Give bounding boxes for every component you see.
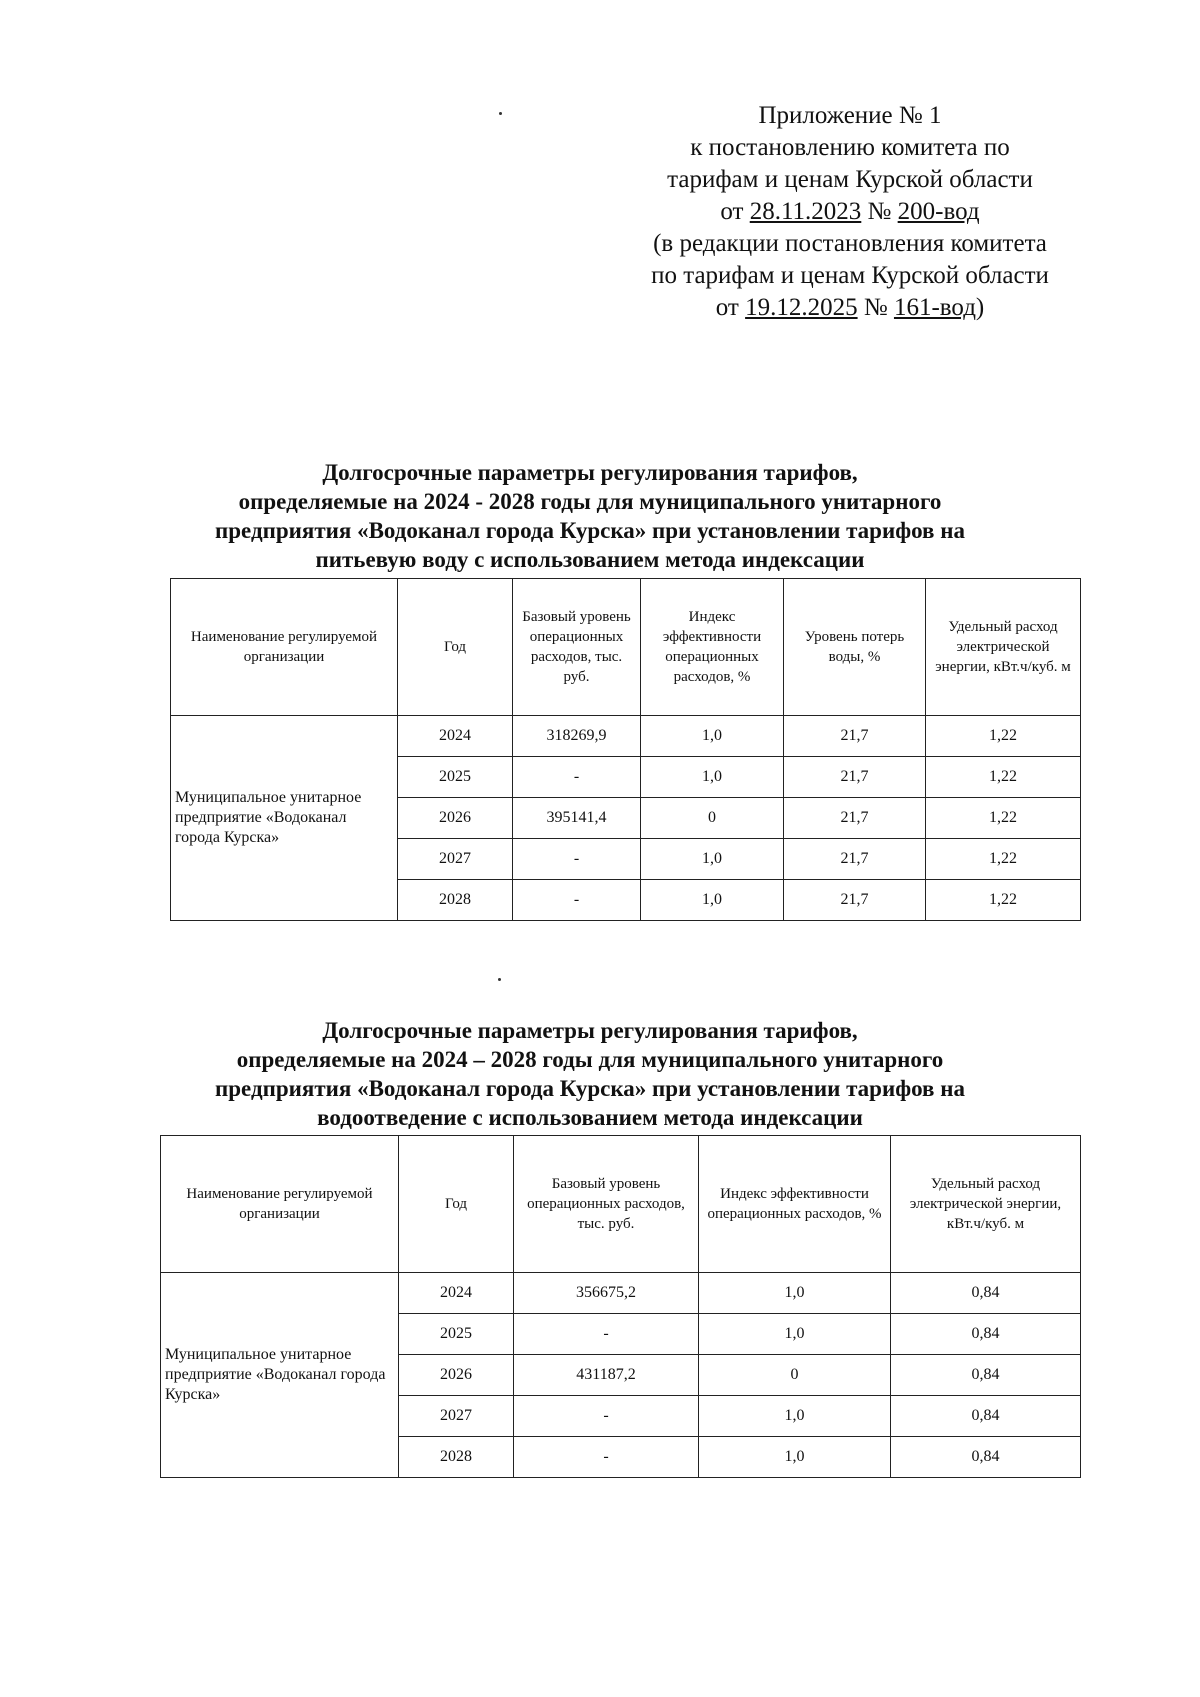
year-cell: 2026 bbox=[398, 798, 513, 839]
appendix-title: Приложение № 1 bbox=[758, 102, 942, 129]
section2-heading bbox=[120, 1016, 1060, 1132]
appendix-line-7-prefix: от bbox=[715, 294, 746, 321]
revision-date: 19.12.2025 bbox=[745, 294, 858, 321]
appendix-line-6: по тарифам и ценам Курской области bbox=[651, 262, 1049, 289]
efficiency-index-cell: 1,0 bbox=[699, 1273, 891, 1314]
efficiency-index-cell: 1,0 bbox=[641, 757, 784, 798]
energy-consumption-cell: 1,22 bbox=[926, 880, 1081, 921]
drinking-water-table bbox=[170, 578, 1081, 921]
appendix-line-7-mid: № bbox=[857, 294, 894, 321]
base-opex-cell: - bbox=[513, 839, 641, 880]
energy-consumption-cell: 1,22 bbox=[926, 839, 1081, 880]
water-loss-cell: 21,7 bbox=[784, 757, 926, 798]
section1-heading-line: предприятия «Водоканал города Курска» при установлении тарифов на bbox=[215, 518, 965, 543]
header-energy-consumption: Удельный расход электрической энергии, кВт.ч/куб. м bbox=[926, 579, 1081, 716]
efficiency-index-cell: 1,0 bbox=[699, 1314, 891, 1355]
base-opex-cell: - bbox=[513, 880, 641, 921]
header-energy-consumption: Удельный расход электрической энергии, кВт.ч/куб. м bbox=[891, 1136, 1081, 1273]
organization-name: Муниципальное унитарное предприятие «Водоканал города Курска» bbox=[161, 1273, 399, 1478]
section2-heading-line: определяемые на 2024 – 2028 годы для муниципального унитарного bbox=[236, 1047, 944, 1072]
energy-consumption-cell: 0,84 bbox=[891, 1396, 1081, 1437]
energy-consumption-cell: 1,22 bbox=[926, 757, 1081, 798]
energy-consumption-cell: 0,84 bbox=[891, 1437, 1081, 1478]
appendix-line-5: (в редакции постановления комитета bbox=[653, 230, 1047, 257]
year-cell: 2028 bbox=[399, 1437, 514, 1478]
table-row bbox=[161, 1273, 1081, 1314]
header-base-opex: Базовый уровень операционных расходов, тыс. руб. bbox=[513, 579, 641, 716]
header-year: Год bbox=[398, 579, 513, 716]
base-opex-cell: - bbox=[513, 757, 641, 798]
efficiency-index-cell: 1,0 bbox=[641, 716, 784, 757]
efficiency-index-cell: 1,0 bbox=[699, 1437, 891, 1478]
year-cell: 2028 bbox=[398, 880, 513, 921]
scan-speck bbox=[499, 112, 502, 115]
base-opex-cell: - bbox=[514, 1314, 699, 1355]
efficiency-index-cell: 1,0 bbox=[641, 880, 784, 921]
appendix-line-7-suffix: ) bbox=[975, 294, 985, 321]
section1-heading bbox=[120, 458, 1060, 574]
efficiency-index-cell: 1,0 bbox=[641, 839, 784, 880]
section2-heading-line: водоотведение с использованием метода индексации bbox=[317, 1105, 863, 1130]
header-efficiency-index: Индекс эффективности операционных расходов, % bbox=[699, 1136, 891, 1273]
header-efficiency-index: Индекс эффективности операционных расходов, % bbox=[641, 579, 784, 716]
header-water-loss: Уровень потерь воды, % bbox=[784, 579, 926, 716]
appendix-line-2: к постановлению комитета по bbox=[690, 134, 1010, 161]
energy-consumption-cell: 0,84 bbox=[891, 1355, 1081, 1396]
water-loss-cell: 21,7 bbox=[784, 716, 926, 757]
year-cell: 2024 bbox=[398, 716, 513, 757]
section1-heading-line: питьевую воду с использованием метода индексации bbox=[315, 547, 865, 572]
efficiency-index-cell: 0 bbox=[641, 798, 784, 839]
appendix-line-4 bbox=[600, 196, 1100, 228]
base-opex-cell: 431187,2 bbox=[514, 1355, 699, 1396]
water-loss-cell: 21,7 bbox=[784, 880, 926, 921]
section1-heading-line: определяемые на 2024 - 2028 годы для муниципального унитарного bbox=[238, 489, 942, 514]
wastewater-table bbox=[160, 1135, 1081, 1478]
energy-consumption-cell: 0,84 bbox=[891, 1314, 1081, 1355]
base-opex-cell: - bbox=[514, 1437, 699, 1478]
year-cell: 2027 bbox=[398, 839, 513, 880]
base-opex-cell: 318269,9 bbox=[513, 716, 641, 757]
section2-heading-line: Долгосрочные параметры регулирования тарифов, bbox=[322, 1018, 858, 1043]
resolution-number: 200-вод bbox=[897, 198, 980, 225]
table-header-row bbox=[161, 1136, 1081, 1273]
energy-consumption-cell: 1,22 bbox=[926, 716, 1081, 757]
table-header-row bbox=[171, 579, 1081, 716]
header-base-opex: Базовый уровень операционных расходов, тыс. руб. bbox=[514, 1136, 699, 1273]
year-cell: 2024 bbox=[399, 1273, 514, 1314]
appendix-line-3: тарифам и ценам Курской области bbox=[667, 166, 1033, 193]
appendix-line-7 bbox=[600, 292, 1100, 324]
efficiency-index-cell: 1,0 bbox=[699, 1396, 891, 1437]
resolution-date: 28.11.2023 bbox=[749, 198, 862, 225]
appendix-line-4-prefix: от bbox=[720, 198, 750, 225]
year-cell: 2025 bbox=[399, 1314, 514, 1355]
header-year: Год bbox=[399, 1136, 514, 1273]
year-cell: 2026 bbox=[399, 1355, 514, 1396]
energy-consumption-cell: 1,22 bbox=[926, 798, 1081, 839]
efficiency-index-cell: 0 bbox=[699, 1355, 891, 1396]
energy-consumption-cell: 0,84 bbox=[891, 1273, 1081, 1314]
section1-heading-line: Долгосрочные параметры регулирования тарифов, bbox=[322, 460, 858, 485]
year-cell: 2027 bbox=[399, 1396, 514, 1437]
organization-name: Муниципальное унитарное предприятие «Водоканал города Курска» bbox=[171, 716, 398, 921]
revision-number: 161-вод bbox=[893, 294, 976, 321]
section2-heading-line: предприятия «Водоканал города Курска» при установлении тарифов на bbox=[215, 1076, 965, 1101]
base-opex-cell: 395141,4 bbox=[513, 798, 641, 839]
appendix-line-4-mid: № bbox=[861, 198, 898, 225]
base-opex-cell: - bbox=[514, 1396, 699, 1437]
appendix-block bbox=[600, 100, 1100, 324]
water-loss-cell: 21,7 bbox=[784, 839, 926, 880]
scan-speck bbox=[498, 978, 501, 981]
year-cell: 2025 bbox=[398, 757, 513, 798]
table-row bbox=[171, 716, 1081, 757]
header-organization: Наименование регулируемой организации bbox=[161, 1136, 399, 1273]
water-loss-cell: 21,7 bbox=[784, 798, 926, 839]
base-opex-cell: 356675,2 bbox=[514, 1273, 699, 1314]
header-organization: Наименование регулируемой организации bbox=[171, 579, 398, 716]
